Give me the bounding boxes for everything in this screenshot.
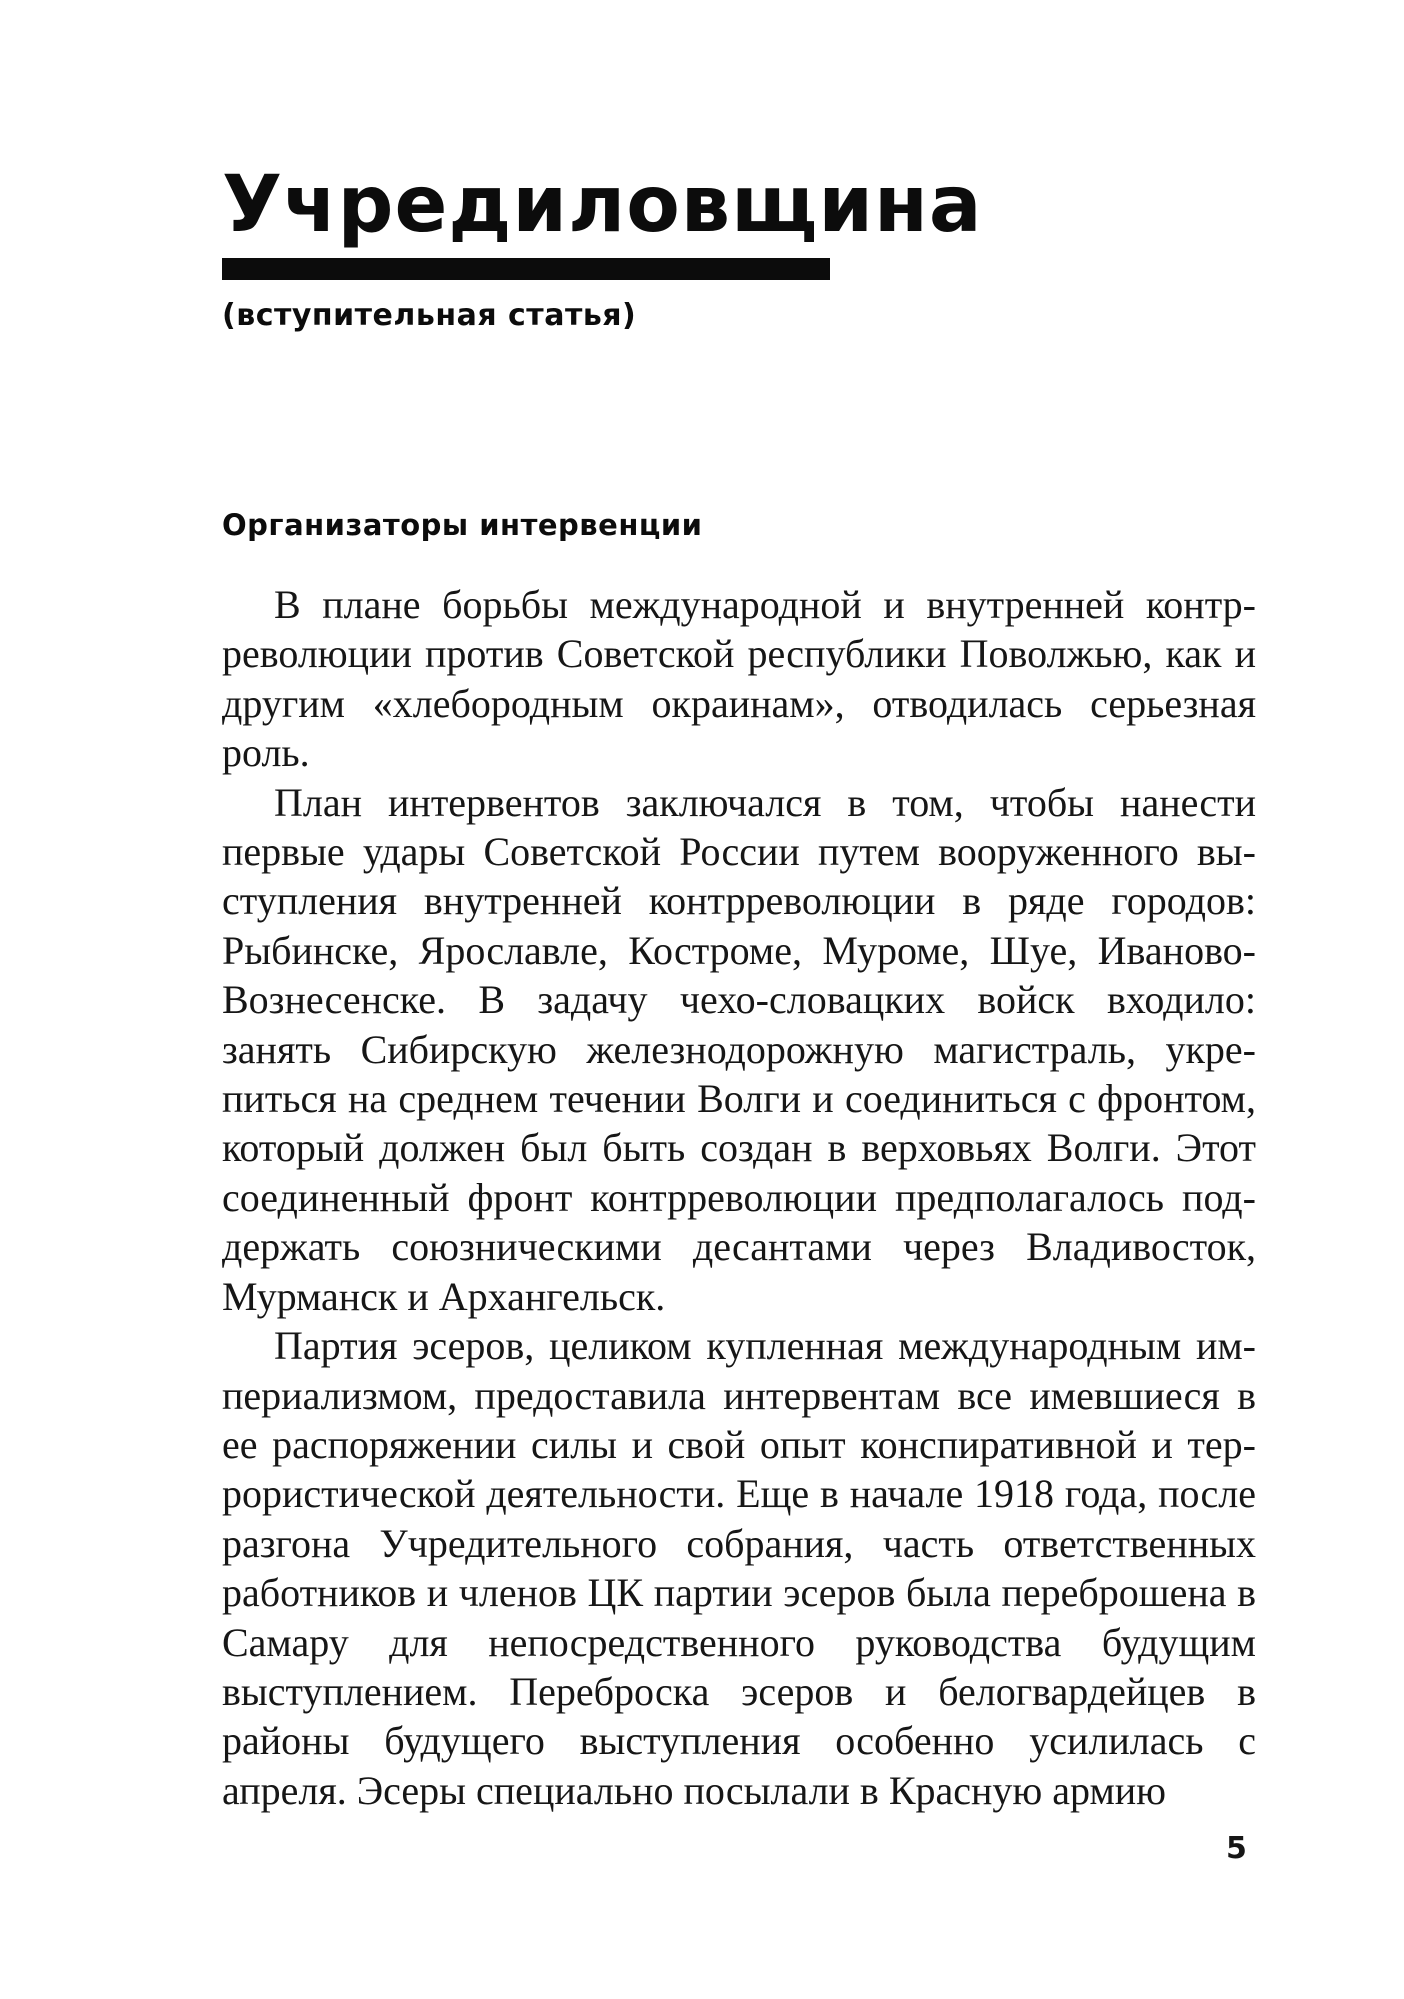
article-title: Учредиловщина bbox=[222, 160, 983, 250]
paragraph: В плане борьбы международной и внутренней контрреволюции против Советской республики Поволжью, как и другим «хлебородным окраинам», отводилась серьезная роль. bbox=[222, 582, 1256, 776]
paragraph: Партия эсеров, целиком купленная международным империализмом, предоставила интервентам все имевшиеся в ее распоряжении силы и свой опыт конспиративной и террористической деятельности. Еще в начале 1918 года, после разгона Учредительного собрания, часть ответственных работников и членов ЦК партии эсеров была переброшена в Самару для непосредственного руководства будущим выступлением. Переброска эсеров и белогвардейцев в районы будущего выступления особенно усилилась с апреля. Эсеры специально посылали в Красную армию bbox=[222, 1323, 1256, 1813]
paragraph: План интервентов заключался в том, чтобы нанести первые удары Советской России путем вооруженного выступления внутренней контрреволюции в ряде городов: Рыбинске, Ярославле, Костроме, Муроме, Шуе, Иваново-Вознесенске. В задачу чехо-словацких войск входило: занять Сибирскую железнодорожную магистраль, укрепиться на среднем течении Волги и соединиться с фронтом, который должен был быть создан в верховьях Волги. Этот соединенный фронт контрреволюции предполагалось поддержать союзническими десантами через Владивосток, Мурманск и Архангельск. bbox=[222, 779, 1256, 1319]
title-underline-rule bbox=[222, 258, 830, 280]
article-subtitle: (вступительная статья) bbox=[222, 298, 637, 333]
article-body bbox=[222, 580, 1256, 1815]
page-number: 5 bbox=[1226, 1831, 1247, 1866]
section-heading: Организаторы интервенции bbox=[222, 508, 703, 542]
